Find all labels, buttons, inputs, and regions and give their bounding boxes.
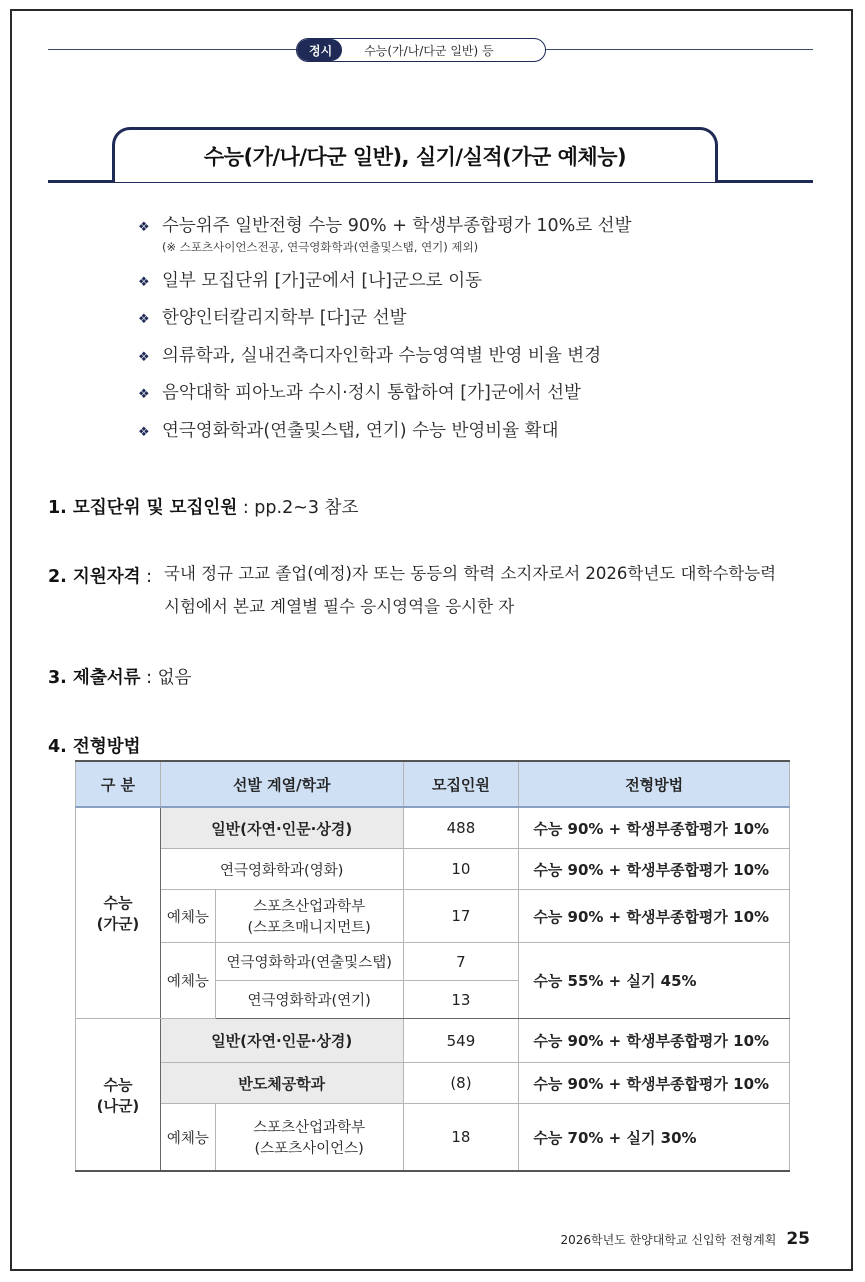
tag-label: 정시 (297, 39, 342, 61)
dept-cell: 스포츠산업과학부 (스포츠매니지먼트) (215, 890, 403, 943)
method-cell: 수능 70% + 실기 30% (519, 1104, 790, 1172)
method-cell: 수능 90% + 학생부종합평가 10% (519, 849, 790, 890)
footer-text: 2026학년도 한양대학교 신입학 전형계획 (560, 1233, 777, 1247)
header-method: 전형방법 (519, 761, 790, 807)
section-2-body: 국내 정규 고교 졸업(예정)자 또는 동등의 학력 소지자로서 2026학년도 대학수학능력 시험에서 본교 계열별 필수 응시영역을 응시한 자 (164, 564, 777, 616)
list-item: ❖ 의류학과, 실내건축디자인학과 수능영역별 반영 비율 변경 (138, 338, 778, 376)
list-item: ❖ 연극영화학과(연출및스탭, 연기) 수능 반영비율 확대 (138, 413, 778, 451)
header-dept: 선발 계열/학과 (160, 761, 403, 807)
group-ga: 수능 (가군) (76, 807, 161, 1019)
subgroup-cell: 예체능 (160, 890, 215, 943)
dept-cell: 반도체공학과 (160, 1063, 403, 1104)
dept-cell: 일반(자연·인문·상경) (160, 807, 403, 849)
section-3-text: : 없음 (146, 668, 192, 688)
section-1-heading: 1. 모집단위 및 모집인원 (48, 498, 238, 518)
table-row (76, 1104, 790, 1172)
diamond-bullet-icon: ❖ (138, 387, 150, 402)
page-footer (560, 1229, 810, 1249)
group-na: 수능 (나군) (76, 1019, 161, 1172)
dept-cell: 연극영화학과(연출및스탭) (215, 943, 403, 981)
highlights-list (138, 208, 778, 450)
table-row (76, 807, 790, 849)
method-cell: 수능 55% + 실기 45% (519, 943, 790, 1019)
list-item: ❖ 음악대학 피아노과 수시·정시 통합하여 [가]군에서 선발 (138, 375, 778, 413)
count-cell: 7 (403, 943, 519, 981)
section-2-colon: : (146, 567, 153, 587)
header-category: 구 분 (76, 761, 161, 807)
count-cell: 10 (403, 849, 519, 890)
diamond-bullet-icon: ❖ (138, 349, 150, 365)
diamond-bullet-icon: ❖ (138, 274, 150, 290)
bullet-note: (※ 스포츠사이언스전공, 연극영화학과(연출및스탭, 연기) 제외) (162, 239, 479, 254)
section-2-heading: 2. 지원자격 (48, 567, 141, 587)
diamond-bullet-icon: ❖ (138, 220, 150, 235)
tag-text: 수능(가/나/다군 일반) 등 (364, 43, 494, 58)
dept-cell: 연극영화학과(연기) (215, 981, 403, 1019)
section-4-heading: 4. 전형방법 (48, 737, 141, 757)
section-3-heading: 3. 제출서류 (48, 668, 141, 688)
admission-method-table (75, 760, 790, 1172)
page-title: 수능(가/나/다군 일반), 실기/실적(가군 예체능) (203, 145, 627, 169)
section-4 (48, 733, 141, 758)
table-row (76, 890, 790, 943)
count-cell: 488 (403, 807, 519, 849)
subgroup-cell: 예체능 (160, 943, 215, 1019)
header-count: 모집인원 (403, 761, 519, 807)
table-row (76, 1019, 790, 1063)
dept-cell: 스포츠산업과학부 (스포츠사이언스) (215, 1104, 403, 1172)
section-1 (48, 494, 358, 519)
list-item: ❖ 일부 모집단위 [가]군에서 [나]군으로 이동 (138, 263, 778, 301)
table-row (76, 849, 790, 890)
dept-cell: 연극영화학과(영화) (160, 849, 403, 890)
section-1-text: : pp.2~3 참조 (242, 498, 359, 518)
method-cell: 수능 90% + 학생부종합평가 10% (519, 807, 790, 849)
method-cell: 수능 90% + 학생부종합평가 10% (519, 1063, 790, 1104)
section-tag (296, 38, 546, 62)
list-item: ❖ 수능위주 일반전형 수능 90% + 학생부종합평가 10%로 선발 (138, 208, 778, 246)
diamond-bullet-icon: ❖ (138, 312, 150, 327)
method-cell: 수능 90% + 학생부종합평가 10% (519, 890, 790, 943)
list-item: ❖ 한양인터칼리지학부 [다]군 선발 (138, 300, 778, 338)
table-row (76, 1063, 790, 1104)
section-2-heading-row (48, 563, 152, 588)
count-cell: 18 (403, 1104, 519, 1172)
count-cell: (8) (403, 1063, 519, 1104)
count-cell: 17 (403, 890, 519, 943)
count-cell: 549 (403, 1019, 519, 1063)
title-tab (112, 127, 718, 182)
table-header-row (76, 761, 790, 807)
page-number: 25 (786, 1229, 810, 1249)
table-row (76, 943, 790, 981)
diamond-bullet-icon: ❖ (138, 424, 150, 440)
subgroup-cell: 예체능 (160, 1104, 215, 1172)
count-cell: 13 (403, 981, 519, 1019)
dept-cell: 일반(자연·인문·상경) (160, 1019, 403, 1063)
method-cell: 수능 90% + 학생부종합평가 10% (519, 1019, 790, 1063)
section-3 (48, 664, 191, 689)
